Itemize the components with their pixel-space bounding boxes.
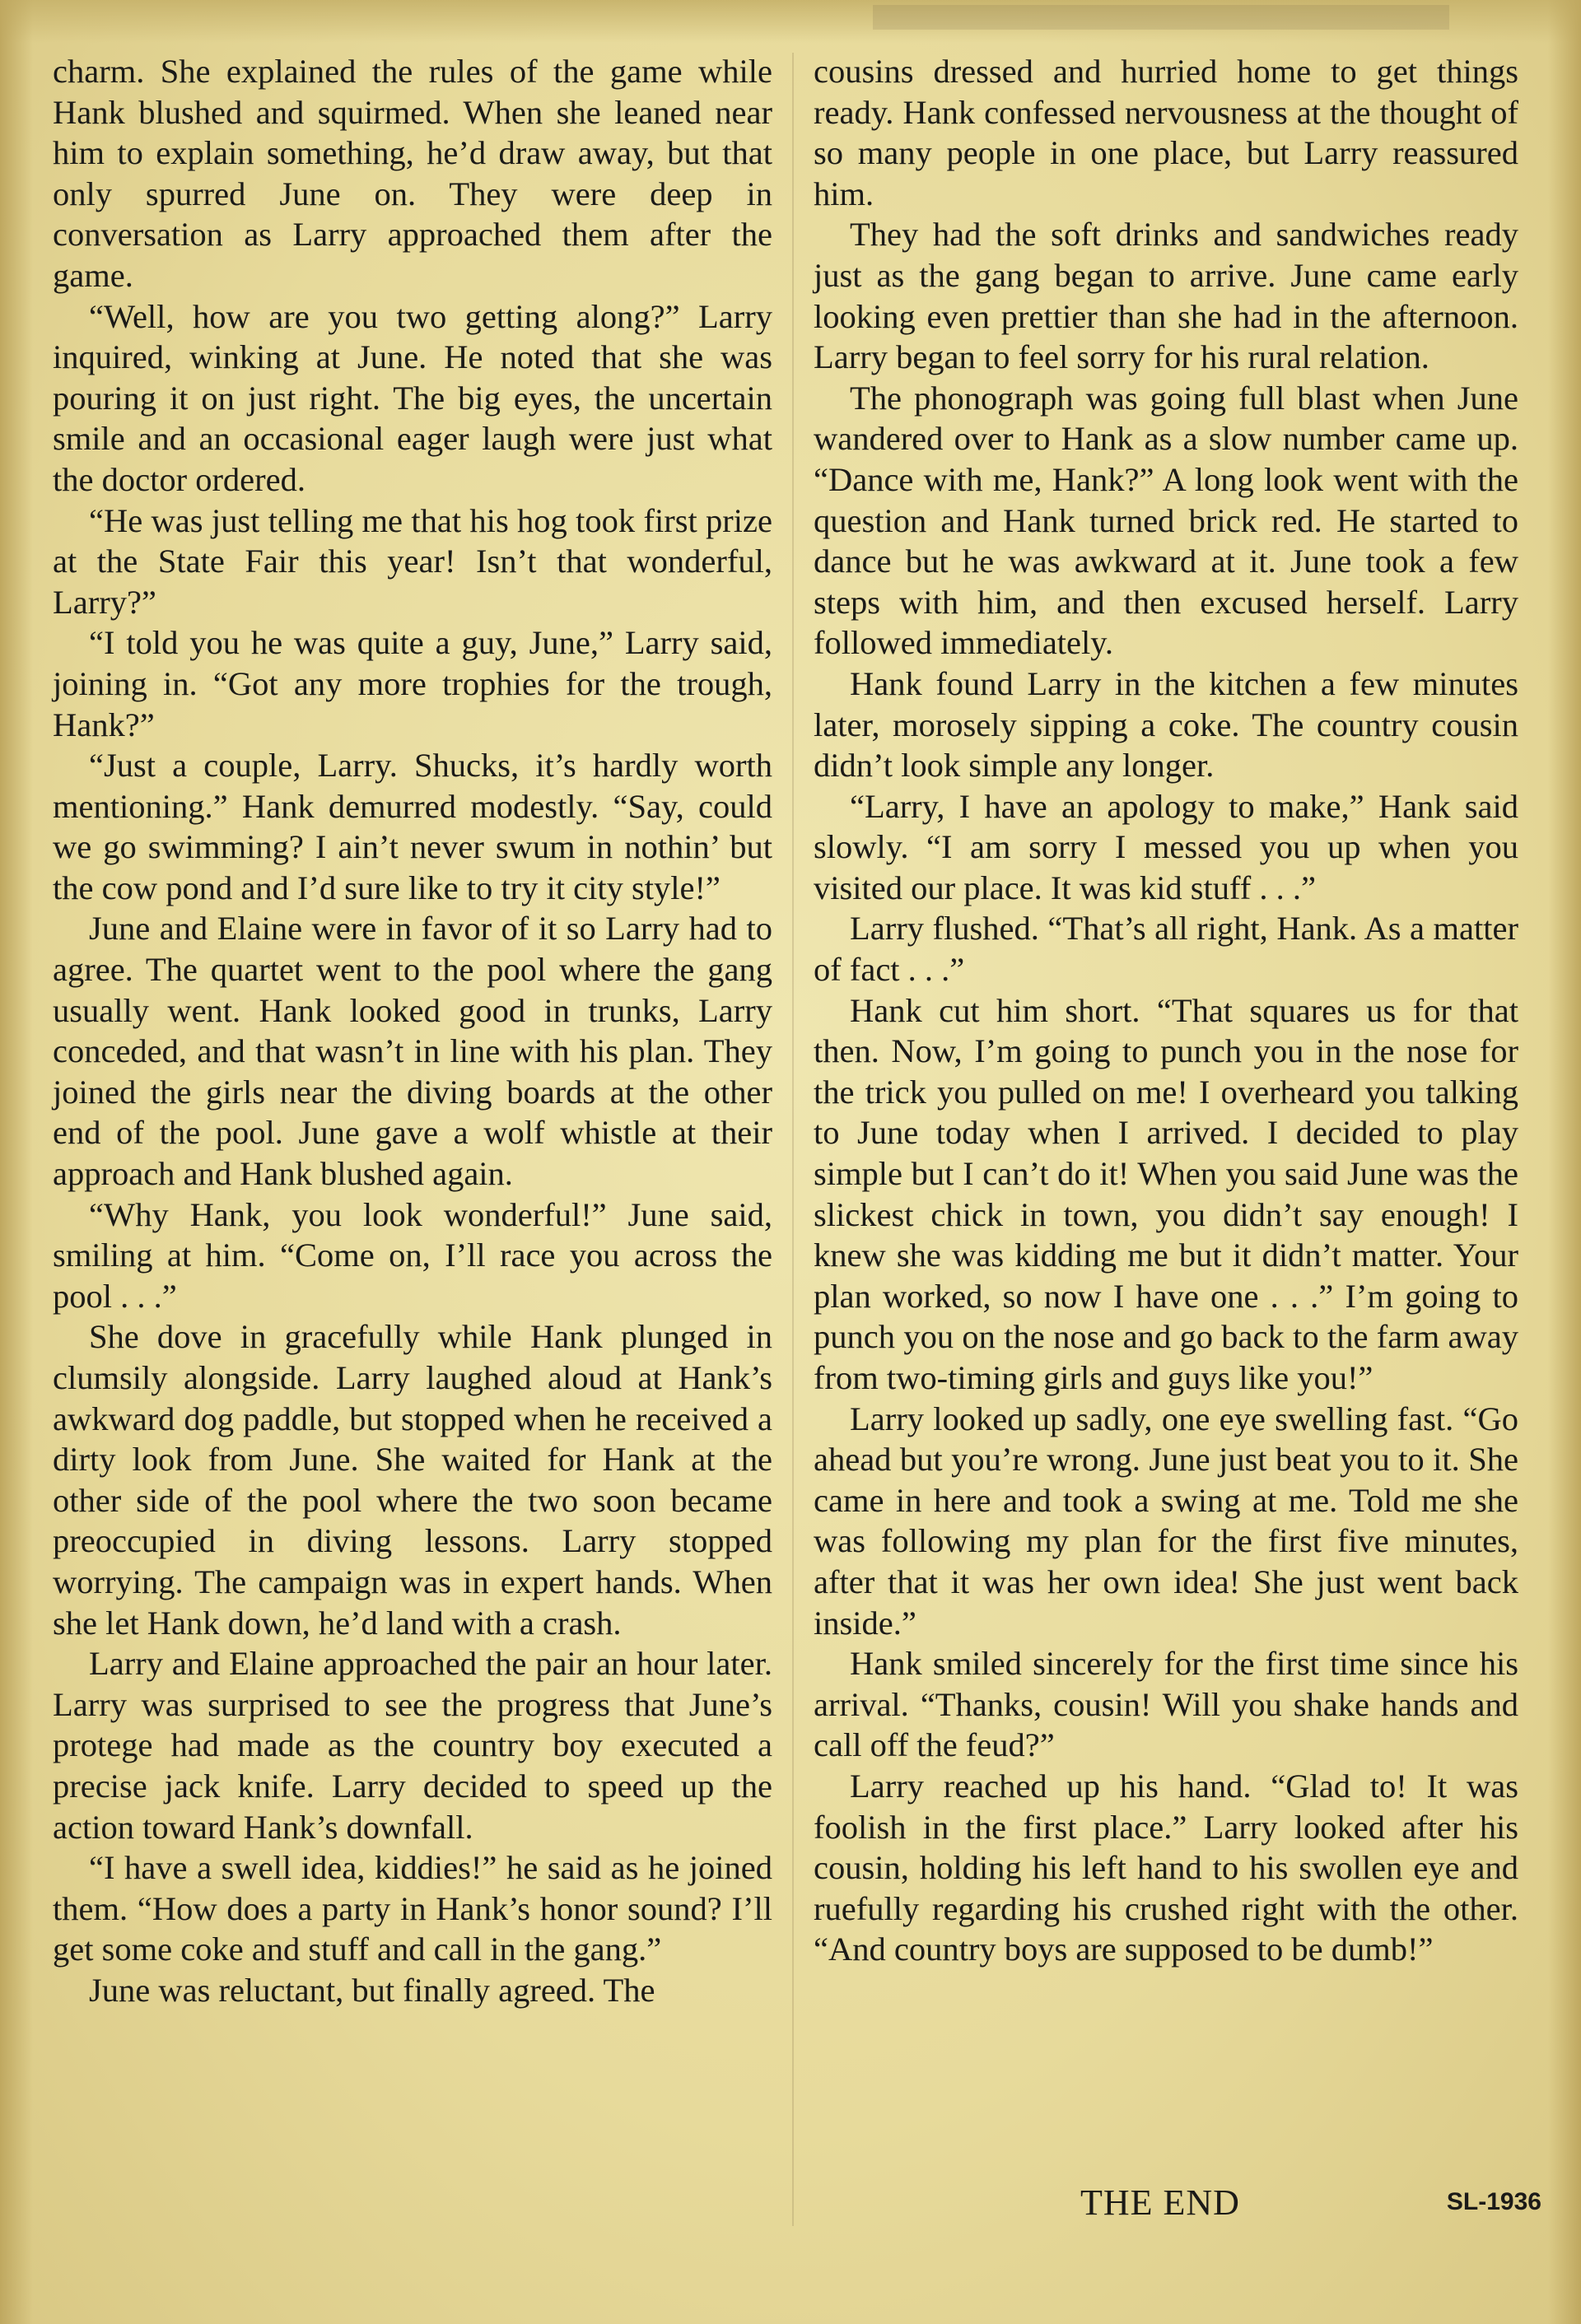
paragraph: “Well, how are you two getting along?” Larry inquired, winking at June. He noted that she was pouring it on just right. The big eyes, the uncertain smile and an occasional eager laugh were just what the doctor ordered.	[53, 297, 772, 498]
paragraph: Larry and Elaine approached the pair an hour later. Larry was surprised to see the progress that June’s protege had made as the country boy executed a precise jack knife. Larry decided to speed up the action toward Hank’s downfall.	[53, 1645, 772, 1846]
paragraph: “Just a couple, Larry. Shucks, it’s hardly worth mentioning.” Hank demurred modestly. “Say, could we go swimming? I ain’t never swum in nothin’ but the cow pond and I’d sure like to try it city style!”	[53, 747, 772, 906]
paragraph: Larry reached up his hand. “Glad to! It was foolish in the first place.” Larry looked after his cousin, holding his left hand to his swollen eye and ruefully regarding his crushed right with the other. “And country boys are supposed to be dumb!”	[814, 1767, 1518, 1968]
paragraph: They had the soft drinks and sandwiches ready just as the gang began to arrive. June came early looking even prettier than she had in the afternoon. Larry began to feel sorry for his rural relation.	[814, 216, 1518, 376]
paragraph: “Why Hank, you look wonderful!” June said, smiling at him. “Come on, I’ll race you across the pool . . .”	[53, 1195, 772, 1315]
paragraph: Larry looked up sadly, one eye swelling fast. “Go ahead but you’re wrong. June just beat you to it. She came in here and took a swing at me. Told me she was following my plan for the first five minutes, after that it was her own idea! She just went back inside.”	[814, 1400, 1518, 1642]
print-code: SL-1936	[1446, 2188, 1541, 2215]
paragraph: charm. She explained the rules of the game while Hank blushed and squirmed. When she leaned near him to explain something, he’d draw away, but that only spurred June on. They were deep in conversation as Larry approached them after the game.	[53, 53, 772, 294]
paragraph: She dove in gracefully while Hank plunged in clumsily alongside. Larry laughed aloud at Hank’s awkward dog paddle, but stopped when he received a dirty look from June. She waited for Hank at the other side of the pool where the two soon became preoccupied in diving lessons. Larry stopped worrying. The campaign was in expert hands. When she let Hank down, he’d land with a crash.	[53, 1318, 772, 1642]
paragraph: “Larry, I have an apology to make,” Hank said slowly. “I am sorry I messed you up when you visited our place. It was kid stuff . . .”	[814, 787, 1518, 906]
paragraph: cousins dressed and hurried home to get things ready. Hank confessed nervousness at the thought of so many people in one place, but Larry reassured him.	[814, 53, 1518, 212]
paragraph: Hank smiled sincerely for the first time since his arrival. “Thanks, cousin! Will you shake hands and call off the feud?”	[814, 1645, 1518, 1764]
paragraph: June and Elaine were in favor of it so Larry had to agree. The quartet went to the pool where the gang usually went. Hank looked good in trunks, Larry conceded, and that wasn’t in line with his plan. They joined the girls near the diving boards at the other end of the pool. June gave a wolf whistle at their approach and Hank blushed again.	[53, 910, 772, 1193]
column-gutter	[792, 53, 794, 2226]
paragraph: “I have a swell idea, kiddies!” he said as he joined them. “How does a party in Hank’s honor sound? I’ll get some coke and stuff and call in the gang.”	[53, 1849, 772, 1968]
paragraph: Larry flushed. “That’s all right, Hank. As a matter of fact . . .”	[814, 910, 1518, 989]
left-text-column	[53, 51, 772, 2011]
paragraph: Hank found Larry in the kitchen a few minutes later, morosely sipping a coke. The country cousin didn’t look simple any longer.	[814, 664, 1518, 785]
page-edge-shadow	[0, 0, 33, 2324]
paragraph: June was reluctant, but finally agreed. The	[89, 1971, 655, 2009]
page-edge-shadow	[1548, 0, 1581, 2324]
paragraph: “He was just telling me that his hog took first prize at the State Fair this year! Isn’t that wonderful, Larry?”	[53, 501, 772, 621]
paragraph: Hank cut him short. “That squares us for that then. Now, I’m going to punch you in the nose for the trick you pulled on me! I overheard you talking to June today when I arrived. I decided to play simple but I can’t do it! When you said June was the slickest chick in town, you didn’t say enough! I knew she was kidding me but it didn’t matter. Your plan worked, so now I have one . . .” I’m going to punch you on the nose and go back to the farm away from two-timing girls and guys like you!”	[814, 991, 1518, 1396]
right-text-column	[814, 51, 1518, 1970]
paragraph: The phonograph was going full blast when June wandered over to Hank as a slow number came up. “Dance with me, Hank?” A long look went with the question and Hank turned brick red. He started to dance but he was awkward at it. June took a few steps with him, and then excused herself. Larry followed immediately.	[814, 379, 1518, 662]
the-end-label: THE END	[1080, 2182, 1240, 2223]
bleed-through-smudge	[873, 5, 1449, 30]
story-footer	[1080, 2182, 1541, 2228]
paragraph: “I told you he was quite a guy, June,” Larry said, joining in. “Got any more trophies for the trough, Hank?”	[53, 624, 772, 743]
